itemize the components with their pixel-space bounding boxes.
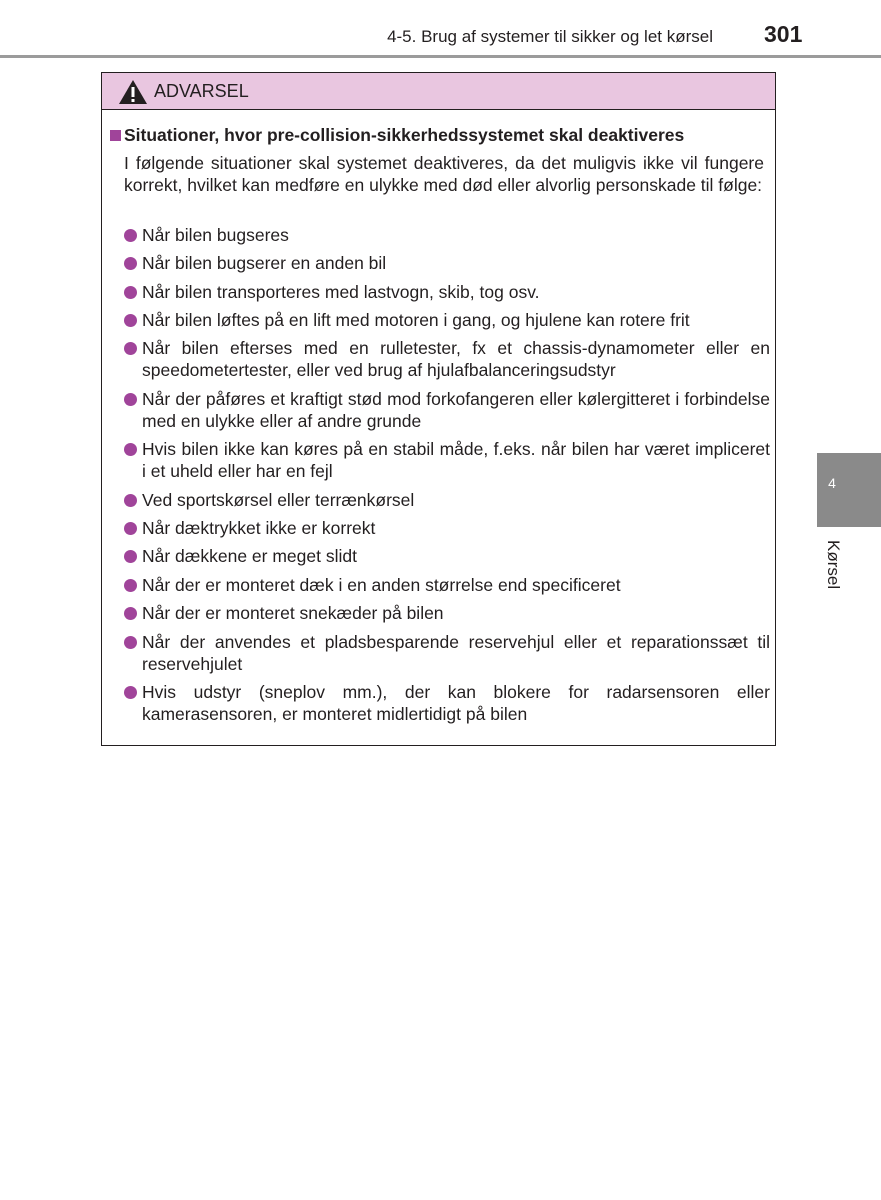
list-item-text: Når bilen transporteres med lastvogn, skib, tog osv.: [142, 282, 540, 302]
bullet-dot: [124, 550, 137, 563]
list-item: [124, 309, 770, 331]
intro-paragraph: I følgende situationer skal systemet deaktiveres, da det muligvis ikke vil fungere korrekt, hvilket kan medføre en ulykke med død eller alvorlig personskade til følge:: [124, 153, 764, 195]
list-item-text: Hvis udstyr (sneplov mm.), der kan blokere for radarsensoren eller kamerasensoren, er monteret midlertidigt på bilen: [142, 682, 770, 724]
list-item-text: Når der påføres et kraftigt stød mod forkofangeren eller kølergitteret i forbindelse med en ulykke eller af andre grunde: [142, 389, 770, 431]
list-item: [124, 438, 770, 482]
bullet-dot: [124, 286, 137, 299]
chapter-label: Kørsel: [824, 540, 843, 590]
warning-title: ADVARSEL: [154, 81, 249, 101]
list-item: [124, 681, 770, 725]
list-item: [124, 574, 770, 596]
bullet-dot: [124, 257, 137, 270]
list-item: [124, 489, 770, 511]
list-item-text: Når der anvendes et pladsbesparende reservehjul eller et reparationssæt til reservehjulet: [142, 632, 770, 674]
bullet-dot: [124, 393, 137, 406]
bullet-dot: [124, 607, 137, 620]
bullet-dot: [124, 229, 137, 242]
list-item-text: Når dækkene er meget slidt: [142, 546, 357, 566]
header-divider: [0, 55, 881, 58]
list-item: [124, 631, 770, 675]
bullet-dot: [124, 636, 137, 649]
list-item: [124, 281, 770, 303]
page-number: 301: [764, 21, 803, 47]
bullet-dot: [124, 342, 137, 355]
bullet-dot: [124, 443, 137, 456]
list-item-text: Når der er monteret dæk i en anden størrelse end specificeret: [142, 575, 621, 595]
list-item: [124, 545, 770, 567]
chapter-tab: [817, 453, 881, 527]
list-item-text: Når dæktrykket ikke er korrekt: [142, 518, 376, 538]
chapter-number: 4: [828, 475, 836, 491]
list-item-text: Når bilen bugseres: [142, 225, 289, 245]
section-title: Situationer, hvor pre-collision-sikkerhedssystemet skal deaktiveres: [124, 125, 685, 145]
bullet-list: [102, 73, 775, 743]
bullet-dot: [124, 686, 137, 699]
list-item: [124, 388, 770, 432]
list-item-text: Ved sportskørsel eller terrænkørsel: [142, 490, 415, 510]
list-item-text: Hvis bilen ikke kan køres på en stabil måde, f.eks. når bilen har været impliceret i et uheld eller har en fejl: [142, 439, 770, 481]
warning-box: [101, 72, 776, 746]
section-header-title: 4-5. Brug af systemer til sikker og let kørsel: [387, 27, 713, 46]
list-item: [124, 224, 770, 246]
list-item-text: Når bilen efterses med en rulletester, fx et chassis-dynamometer eller en speedometertester, eller ved brug af hjulafbalanceringsudstyr: [142, 338, 770, 380]
bullet-dot: [124, 522, 137, 535]
list-item-text: Når bilen løftes på en lift med motoren i gang, og hjulene kan rotere frit: [142, 310, 690, 330]
list-item-text: Når der er monteret snekæder på bilen: [142, 603, 444, 623]
bullet-dot: [124, 494, 137, 507]
bullet-dot: [124, 579, 137, 592]
bullet-dot: [124, 314, 137, 327]
list-item: [124, 337, 770, 381]
list-item: [124, 517, 770, 539]
list-item: [124, 602, 770, 624]
list-item-text: Når bilen bugserer en anden bil: [142, 253, 387, 273]
list-item: [124, 252, 770, 274]
